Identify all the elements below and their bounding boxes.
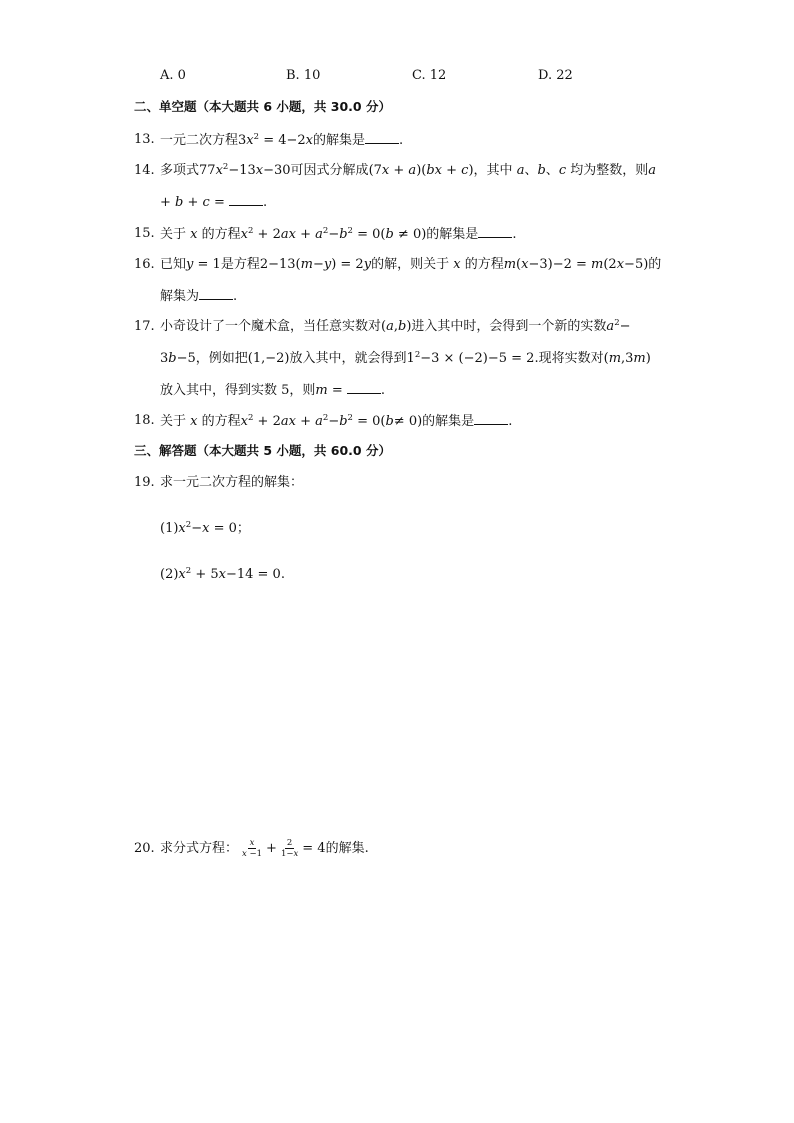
question-16-line-1: 已知y = 1是方程2−13(m−y) = 2y的解，则关于 x 的方程m(x−3)−2 = m(2x−5)的	[160, 257, 662, 272]
option-b: B. 10	[286, 68, 321, 83]
question-18: 关于 x 的方程$x^2 + 2ax + a^2-b^2 = 0(b\ne 0)$的解集是 .	[160, 413, 513, 429]
section-heading-single-blank: 二、单空题（本大题共 6 小题，共 30.0 分）	[134, 99, 391, 114]
question-20: 求分式方程： $\frac{x}{x -1}$ + $\frac{2}{1-x}$ = 4的解集.	[160, 838, 369, 859]
answer-blank	[199, 287, 233, 300]
question-17-line-2: 3b−5，例如把(1,−2)放入其中，就会得到$1^2-3 \times (-2)-5 = 2$.现将实数对(m,3m)	[160, 350, 651, 366]
question-17-line-1: 小奇设计了一个魔术盒，当任意实数对(a,b)进入其中时，会得到一个新的实数$a^2-$	[160, 318, 631, 334]
question-number-14: 14.	[134, 163, 155, 178]
question-15: 关于 x 的方程$x^2 + 2ax + a^2-b^2 = 0(b \ne 0)$的解集是 .	[160, 226, 517, 242]
option-d: D. 22	[538, 68, 573, 83]
question-19-part-2: $(2)x^2 + 5x-14 = 0$.	[160, 566, 285, 582]
question-number-18: 18.	[134, 413, 155, 428]
answer-blank	[229, 193, 263, 206]
fraction-x-over-x-minus-1: $\frac{x}{x -1}$	[242, 838, 263, 859]
question-number-13: 13.	[134, 132, 155, 147]
question-19: 求一元二次方程的解集：	[160, 475, 304, 490]
question-19-part-1: $(1)x^2-x = 0$；	[160, 520, 250, 536]
question-17-line-3: 放入其中，得到实数 5，则m = .	[160, 383, 386, 398]
answer-blank	[347, 381, 381, 394]
question-14-line-1: 多项式$77x^2-13x-30$可因式分解成(7x + a)(bx + c)，其中 a、b、c 均为整数，则a	[160, 162, 657, 178]
question-number-16: 16.	[134, 257, 155, 272]
question-13: 一元二次方程$3x^2 = 4-2x$的解集是 .	[160, 132, 404, 148]
answer-blank	[478, 225, 512, 238]
section-heading-solutions: 三、解答题（本大题共 5 小题，共 60.0 分）	[134, 443, 391, 458]
question-number-15: 15.	[134, 226, 155, 241]
question-number-19: 19.	[134, 475, 155, 490]
answer-blank	[365, 131, 399, 144]
question-number-20: 20.	[134, 841, 155, 856]
question-16-line-2: 解集为 .	[160, 289, 238, 304]
question-number-17: 17.	[134, 319, 155, 334]
answer-blank	[474, 412, 508, 425]
fraction-2-over-1-minus-x: $\frac{2}{1-x}$	[280, 838, 299, 859]
option-a: A. 0	[160, 68, 186, 83]
question-14-line-2: + b + c = .	[160, 195, 268, 210]
option-c: C. 12	[412, 68, 447, 83]
